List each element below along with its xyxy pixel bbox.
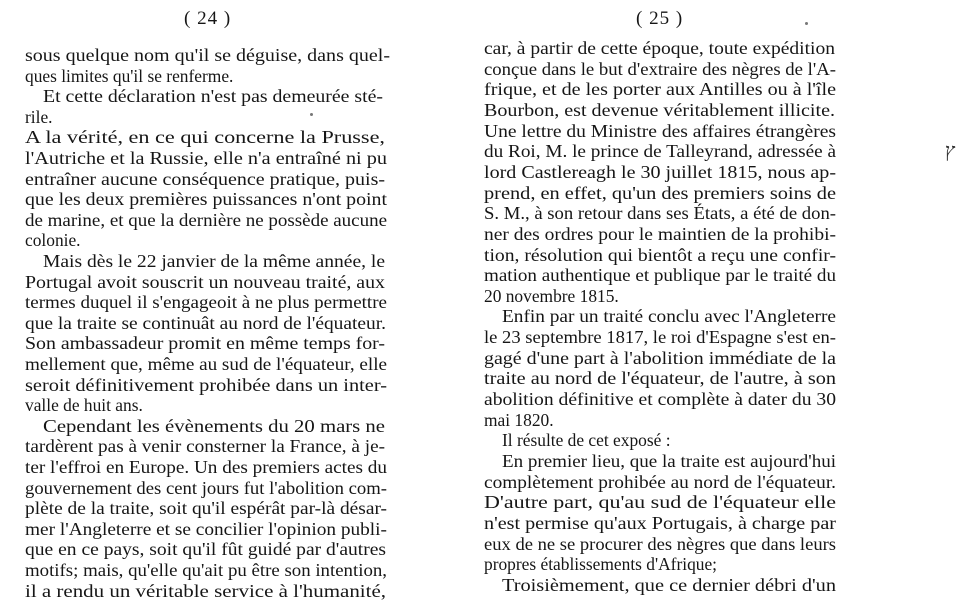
- text-line: rile.: [25, 106, 53, 127]
- text-line: traite au nord de l'équateur, de l'autre, à son: [484, 368, 836, 389]
- text-line: lord Castlereagh le 30 juillet 1815, nous ap-: [484, 161, 837, 182]
- text-line: Son ambassadeur promit en même temps for-: [25, 333, 386, 354]
- text-line: D'autre part, qu'au sud de l'équateur elle: [484, 492, 837, 513]
- text-line: ner des ordres pour le maintien de la prohibi-: [484, 223, 837, 244]
- text-line: propres établissements d'Afrique;: [484, 554, 718, 575]
- text-line: termes duquel il s'engageoit à ne plus permettre: [25, 292, 387, 313]
- text-line: mai 1820.: [484, 409, 554, 430]
- text-line: le 23 septembre 1817, le roi d'Espagne s'est en-: [484, 327, 836, 348]
- text-line: A la vérité, en ce qui concerne la Prusse,: [25, 127, 385, 148]
- text-line: il a rendu un véritable service à l'humanité,: [25, 580, 386, 601]
- text-line: seroit définitivement prohibée dans un inter-: [25, 374, 388, 395]
- text-line: Troisièmement, que ce dernier débri d'un: [502, 574, 837, 595]
- text-line: Portugal avoit souscrit un nouveau traité, aux: [25, 271, 385, 292]
- text-line: Enfin par un traité conclu avec l'Angleterre: [502, 306, 837, 327]
- text-line: sous quelque nom qu'il se déguise, dans quel-: [25, 45, 391, 65]
- text-line: mellement que, même au sud de l'équateur, elle: [25, 354, 387, 374]
- text-line: S. M., à son retour dans ses États, a été de don-: [484, 203, 837, 224]
- text-line: du Roi, M. le prince de Talleyrand, adressée à: [484, 141, 837, 162]
- text-line: tardèrent pas à venir consterner la France, à je-: [25, 436, 385, 457]
- text-line: que les deux premières puissances n'ont point: [25, 189, 387, 210]
- text-line: colonie.: [25, 230, 81, 251]
- text-line: que la traite se continuât au nord de l'équateur.: [25, 312, 386, 333]
- text-line: complètement prohibée au nord de l'équateur.: [484, 471, 837, 492]
- text-line: valle de huit ans.: [25, 395, 143, 416]
- text-line: mation authentique et publique par le traité du: [484, 265, 836, 286]
- text-line: Cependant les évènements du 20 mars ne: [43, 415, 386, 436]
- right-page: [470, 0, 980, 597]
- speck: [310, 113, 313, 116]
- text-line: gagé d'une part à l'abolition immédiate de la: [484, 347, 836, 368]
- text-line: l'Autriche et la Russie, elle n'a entraîné ni pu: [25, 148, 388, 168]
- text-line: prend, en effet, qu'un des premiers soins de: [484, 182, 836, 203]
- text-line: Mais dès le 22 janvier de la même année, le: [43, 251, 386, 271]
- text-line: 20 novembre 1815.: [484, 285, 619, 306]
- left-page: [0, 0, 470, 601]
- text-line: Il résulte de cet exposé :: [502, 430, 671, 451]
- text-line: motifs; mais, qu'elle qu'ait pu être son intention,: [25, 560, 387, 580]
- text-line: Et cette déclaration n'est pas demeurée sté-: [43, 86, 384, 107]
- text-line: de marine, et que la dernière ne possède aucune: [25, 209, 388, 230]
- text-line: conçue dans le but d'extraire des nègres de l'A-: [484, 58, 837, 79]
- text-line: Une lettre du Ministre des affaires étrangères: [484, 120, 837, 141]
- text-line: En premier lieu, que la traite est aujourd'hui: [502, 451, 836, 471]
- text-line: eux de ne se procurer des nègres que dans leurs: [484, 533, 837, 554]
- margin-mark: ץ: [945, 140, 956, 162]
- text-line: gouvernement des cent jours fut l'abolition com-: [25, 477, 388, 498]
- text-line: ter l'effroi en Europe. Un des premiers actes du: [25, 457, 388, 477]
- text-line: car, à partir de cette époque, toute expédition: [484, 38, 835, 58]
- speck: [805, 22, 808, 25]
- page-number-right: ( 25 ): [636, 8, 684, 29]
- text-line: frique, et de les porter aux Antilles ou à l'île: [484, 79, 837, 100]
- text-line: n'est permise qu'aux Portugais, à charge par: [484, 512, 837, 533]
- text-line: tion, résolution qui bientôt a reçu une confir-: [484, 244, 836, 265]
- page-number-left: ( 24 ): [184, 8, 232, 29]
- text-line: plète de la traite, soit qu'il espérât par-là désar-: [25, 498, 387, 519]
- text-line: Bourbon, est devenue véritablement illicite.: [484, 99, 836, 120]
- text-line: ques limites qu'il se renferme.: [25, 65, 234, 86]
- text-line: mer l'Angleterre et se concilier l'opinion publi-: [25, 518, 387, 539]
- text-line: abolition définitive et complète à dater du 30: [484, 389, 837, 410]
- text-line: que en ce pays, soit qu'il fût guidé par d'autres: [25, 539, 387, 560]
- text-line: entraîner aucune conséquence pratique, puis-: [25, 168, 386, 189]
